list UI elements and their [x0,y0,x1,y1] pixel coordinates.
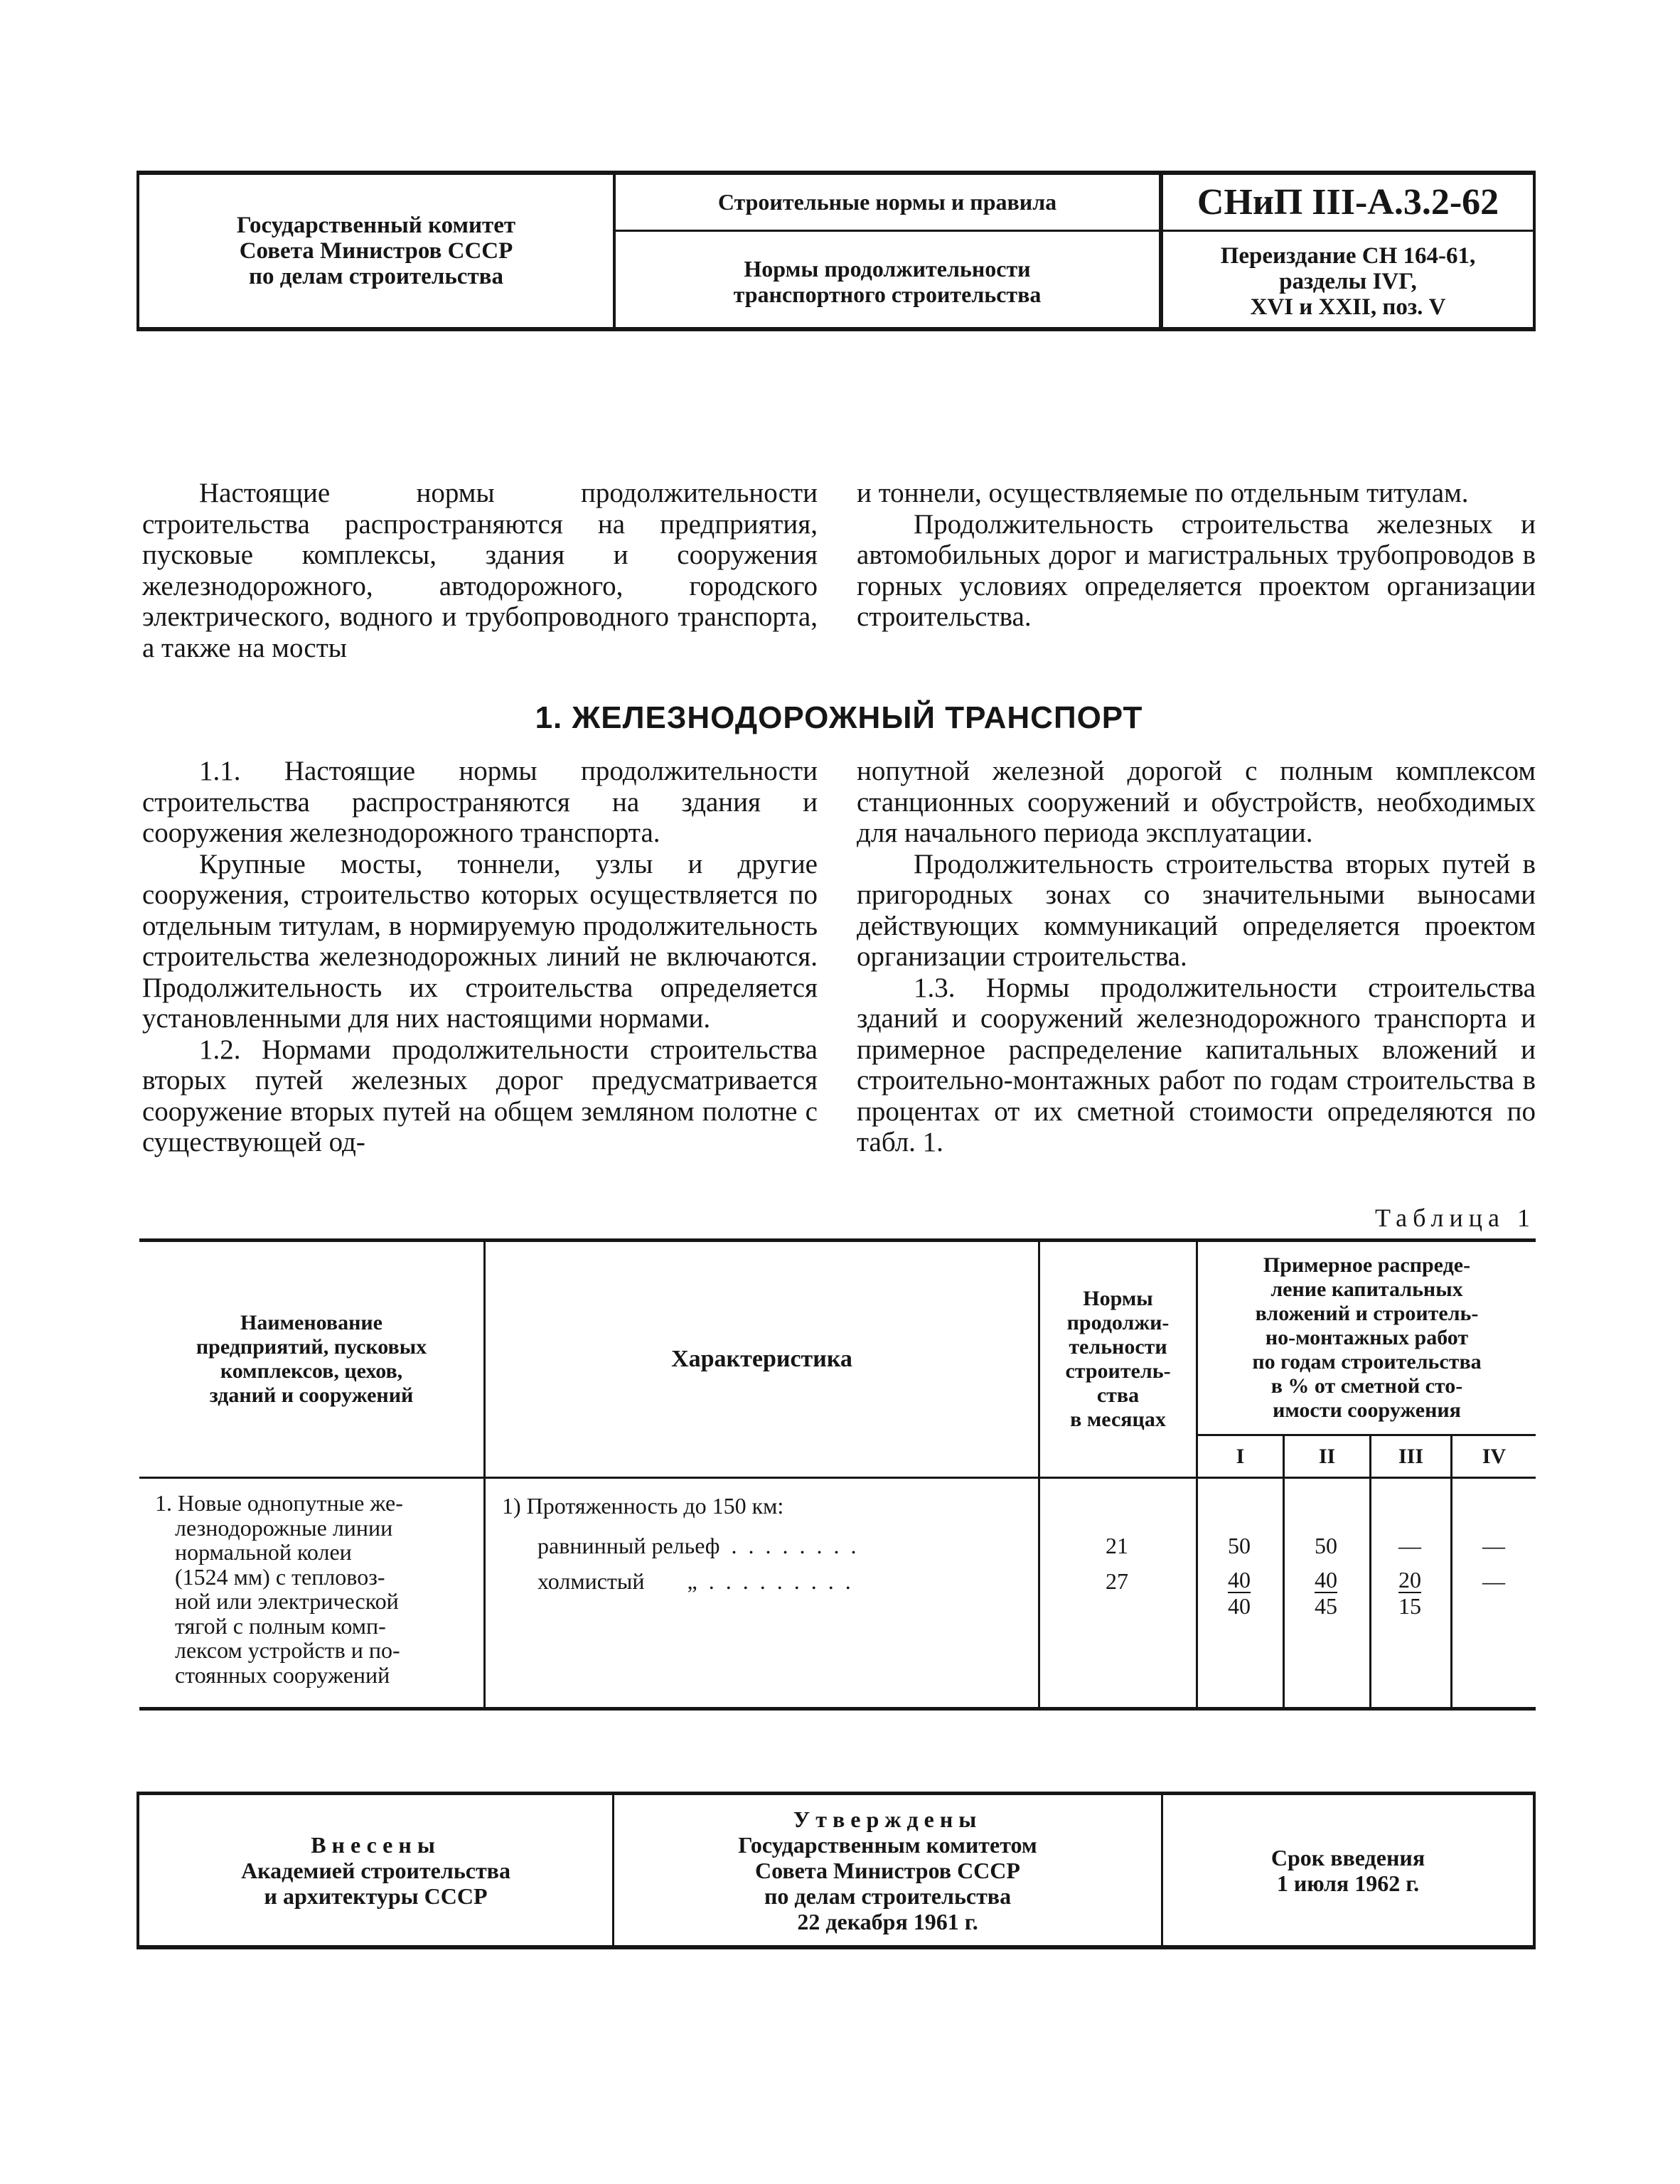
approved-line: Государственным комитетом [738,1831,1037,1858]
intro-paragraph-continued: и тоннели, осуществляемые по отдельным титулам. [857,478,1469,508]
header-line: вложений и строитель- [1255,1302,1479,1325]
approved-label: Утверждены [793,1806,983,1832]
characteristic-plain [537,1533,1028,1558]
introduced-line: и архитектуры СССР [264,1883,488,1909]
hilly-year-3 [1371,1568,1449,1619]
reissue-line: XVI и XXII, поз. V [1250,294,1446,320]
hilly-year-1 [1200,1568,1278,1619]
row-divider [139,1477,1536,1479]
introduced-line: Академией строительства [241,1857,510,1883]
norms-rules-label: Строительные нормы и правила [616,175,1159,232]
document-footer [137,1792,1536,1949]
clause-1-2-paragraph: Продолжительность строительства вторых путей в пригородных зонах со значительными выносами действующих коммуникаций определяется проектом организации строительства. [857,848,1536,972]
header-year-1: I [1236,1444,1245,1468]
committee-cell [139,175,616,327]
leader-dots: . . . . . . . . . [697,1569,851,1594]
fraction-bottom: 15 [1398,1593,1421,1619]
committee-line: Государственный комитет [236,213,516,238]
hilly-year-4: — [1482,1568,1505,1594]
subject-line: транспортного строительства [733,282,1042,307]
header-line: но-монтажных работ [1265,1326,1469,1349]
hilly-year-2 [1287,1568,1365,1619]
header-line: ление капитальных [1270,1278,1463,1301]
document-subject [616,232,1159,331]
header-line: Примерное распреде- [1263,1253,1471,1277]
header-line: продолжи- [1066,1311,1170,1334]
header-line: имости сооружения [1273,1398,1461,1422]
row-name-line: 1. Новые однопутные же- [155,1490,403,1516]
fraction-bottom: 40 [1228,1593,1251,1619]
clause-1-1-paragraph: Крупные мосты, тоннели, узлы и другие сооружения, строительство которых осуществляется по отдельным титулам, в нормируемую продолжительность строительства железнодорожных линий не включаются. Продолжительность их строительства определяется установленными для них настоящими нормами. [142,848,818,1034]
title-cell [616,175,1163,327]
header-name [139,1242,483,1477]
committee-line: по делам строительства [249,264,503,289]
header-line: комплексов, цехов, [220,1359,403,1383]
leader-dots: . . . . . . . . [719,1533,857,1558]
intro-right-column [857,478,1536,633]
header-line: предприятий, пусковых [196,1335,427,1359]
clause-1-3: 1.3. Нормы продолжительности строительства зданий и сооружений железнодорожного транспорта и примерное распределение капитальных вложений и строительно-монтажных работ по годам строительства в процентах от их сметной стоимости определяются по табл. 1. [857,972,1536,1157]
intro-paragraph: Продолжительность строительства железных и автомобильных дорог и магистральных трубопроводов в горных условиях определяется проектом организации строительства. [857,508,1536,632]
ditto-mark: „ [687,1569,697,1594]
row-name-line: лексом устройств и по- [175,1637,400,1663]
characteristic-hilly [537,1569,1028,1594]
months-plain: 21 [1106,1533,1128,1558]
characteristic-label: равнинный рельеф [537,1533,720,1558]
fraction-top: 40 [1315,1567,1337,1592]
header-line: строитель- [1065,1359,1171,1383]
approved-date: 22 декабря 1961 г. [797,1908,978,1934]
reissue-line: Переиздание СН 164-61, [1220,243,1476,269]
header-line: Наименование [240,1311,382,1334]
introduced-cell [139,1795,614,1945]
intro-left-column [142,478,818,663]
effective-cell [1163,1795,1533,1945]
document-code: СНиП III-А.3.2-62 [1163,175,1533,232]
header-line: в % от сметной сто- [1270,1374,1463,1398]
effective-date: 1 июля 1962 г. [1276,1870,1420,1896]
plain-year-2: 50 [1315,1533,1337,1558]
characteristic-label: холмистый [537,1569,645,1594]
approved-cell [614,1795,1163,1945]
approved-line: Совета Министров СССР [755,1857,1020,1883]
clause-1-2: 1.2. Нормами продолжительности строительства вторых путей железных дорог предусматривается сооружение вторых путей на общем земляном полотне с существующей од- [142,1034,818,1157]
section-left-column [142,756,818,1158]
reissue-line: разделы IVГ, [1279,269,1417,294]
clause-1-1: 1.1. Настоящие нормы продолжительности строительства распространяются на здания и сооружения железнодорожного транспорта. [142,756,818,848]
fraction-top: 20 [1398,1567,1421,1592]
code-cell [1163,175,1533,327]
reissue-note [1163,232,1533,331]
header-characteristic: Характеристика [671,1346,852,1372]
header-distribution [1198,1242,1536,1434]
intro-paragraph: Настоящие нормы продолжительности строительства распространяются на предприятия, пусковые комплексы, здания и сооружения железнодорожного, автодорожного, городского электрического, водного и трубопроводного транспорта, а также на мосты [142,478,818,663]
plain-year-3: — [1398,1533,1421,1558]
plain-year-4: — [1482,1533,1505,1558]
characteristic-title: 1) Протяженность до 150 км: [502,1493,784,1519]
row-name-line: тягой с полным комп- [175,1612,386,1639]
table-caption: Таблица 1 [1375,1204,1536,1232]
row-name-line: нормальной колеи [175,1539,352,1565]
header-line: зданий и сооружений [209,1383,414,1407]
header-line: Нормы [1083,1287,1153,1310]
committee-line: Совета Министров СССР [239,238,513,264]
row-name-line: стоянных сооружений [175,1661,390,1688]
plain-year-1: 50 [1228,1533,1251,1558]
norms-table [139,1238,1536,1711]
section-right-column [857,756,1536,1158]
header-line: тельности [1069,1335,1167,1359]
header-line: ства [1096,1383,1140,1407]
header-line: по годам строительства [1252,1350,1482,1374]
header-year-3: III [1398,1444,1424,1468]
row-name-line: лезнодорожные линии [175,1514,393,1541]
approved-line: по делам строительства [764,1883,1012,1909]
header-year-2: II [1318,1444,1336,1468]
fraction-bottom: 45 [1315,1593,1337,1619]
clause-1-2-continued: нопутной железной дорогой с полным комплексом станционных сооружений и обустройств, необходимых для начального периода эксплуатации. [857,756,1536,848]
introduced-label: Внесены [311,1831,441,1858]
effective-line: Срок введения [1270,1844,1425,1870]
header-norms [1040,1242,1196,1477]
row-name-line: (1524 мм) с тепловоз- [175,1563,385,1590]
header-year-4: IV [1482,1444,1507,1468]
row-name-line: ной или электрической [175,1588,399,1614]
fraction-top: 40 [1228,1567,1251,1592]
header-line: в месяцах [1070,1408,1166,1431]
subject-line: Нормы продолжительности [744,256,1031,282]
row-name [155,1491,475,1687]
section-title: 1. ЖЕЛЕЗНОДОРОЖНЫЙ ТРАНСПОРТ [535,700,1143,735]
months-hilly: 27 [1106,1568,1128,1594]
document-header [137,171,1536,331]
